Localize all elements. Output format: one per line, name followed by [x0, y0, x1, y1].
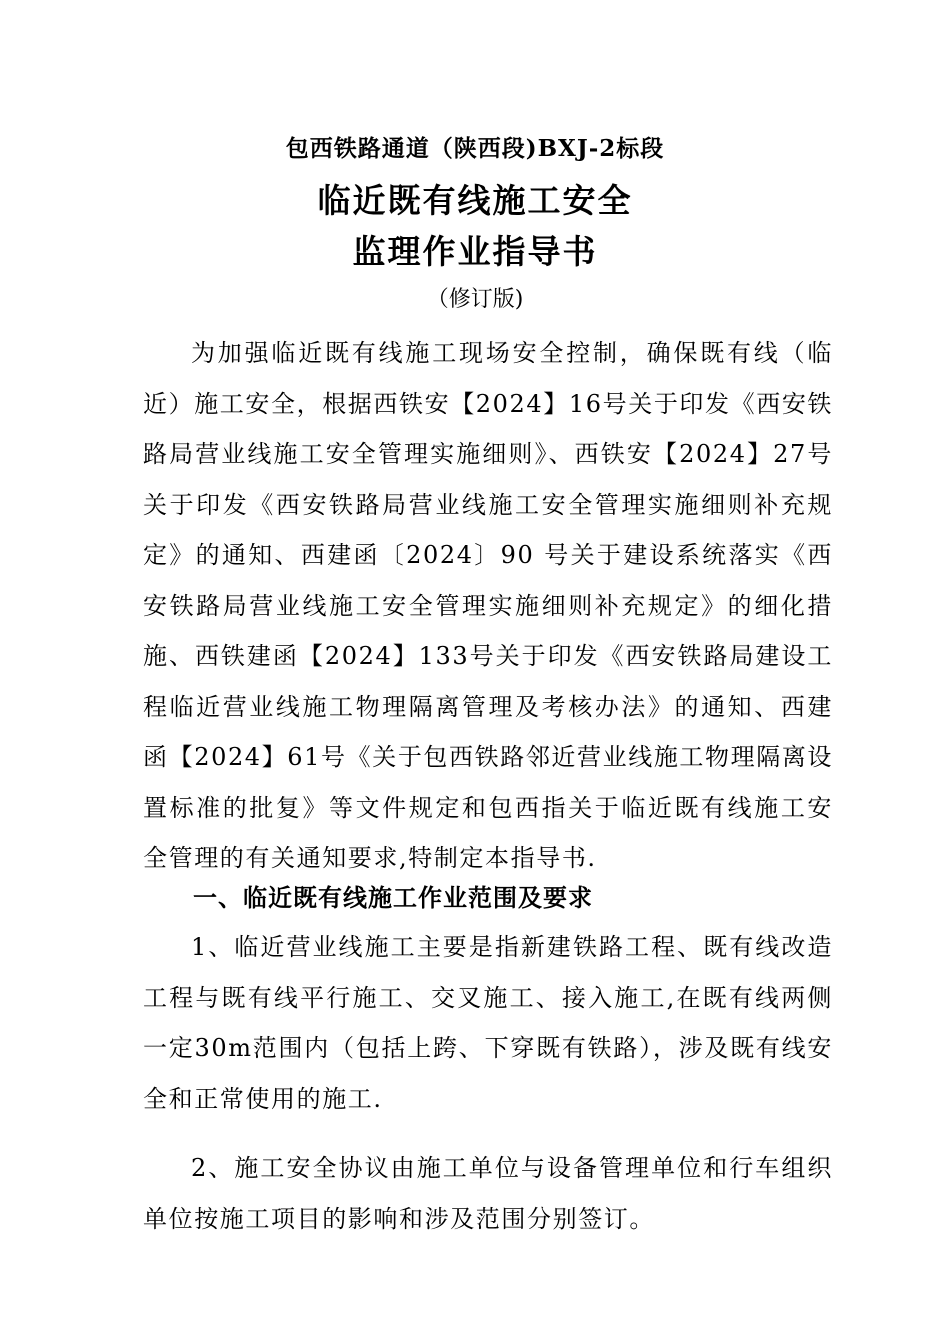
section-1-heading: 一、临近既有线施工作业范围及要求: [193, 883, 593, 912]
document-supertitle: 包西铁路通道（陕西段)BXJ-2标段: [285, 135, 665, 162]
intro-paragraph: 为加强临近既有线施工现场安全控制，确保既有线（临近）施工安全，根据西铁安【2024】16号关于印发《西安铁路局营业线施工安全管理实施细则》、西铁安【2024】27号关于印发《西安铁路局营业线施工安全管理实施细则补充规定》的通知、西建函〔2024〕90 号关于建设系统落实《西安铁路局营业线施工安全管理实施细则补充规定》的细化措施、西铁建函【2024】133号关于印发《西安铁路局建设工程临近营业线施工物理隔离管理及考核办法》的通知、西建函【2024】61号《关于包西铁路邻近营业线施工物理隔离设置标准的批复》等文件规定和包西指关于临近既有线施工安全管理的有关通知要求,特制定本指导书.: [143, 339, 834, 872]
section-1-item-1: 1、临近营业线施工主要是指新建铁路工程、既有线改造工程与既有线平行施工、交叉施工、接入施工,在既有线两侧一定30m范围内（包括上跨、下穿既有铁路），涉及既有线安全和正常使用的施工.: [143, 933, 833, 1113]
edition-label: （修订版): [426, 287, 524, 312]
section-1-item-2: 2、施工安全协议由施工单位与设备管理单位和行车组织单位按施工项目的影响和涉及范围分别签订。: [143, 1154, 833, 1233]
intro-section: [143, 328, 833, 884]
document-title-line-1: 临近既有线施工安全: [317, 181, 633, 220]
section-1-body: [143, 922, 833, 1244]
document-title-line-2: 监理作业指导书: [352, 232, 598, 271]
